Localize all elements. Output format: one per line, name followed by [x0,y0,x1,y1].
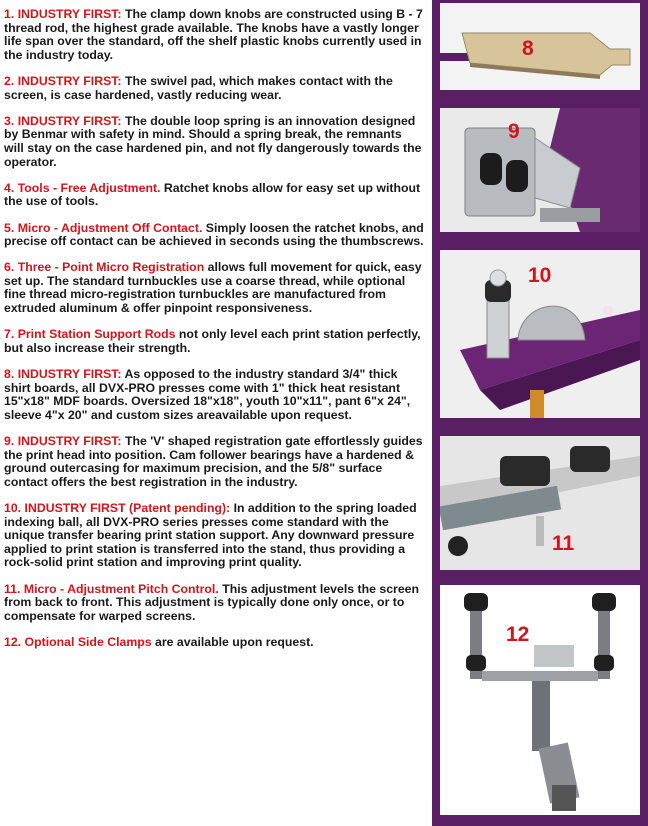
feature-description: are available upon request. [151,634,314,649]
shirt-board-illustration [440,3,640,90]
feature-description: In addition to the spring loaded indexing ball, all DVX-PRO series presses come standard with the unique transfer bearing print station support. Any downward pressure applied to print station is transferred into the stand, thus providing a rock-solid print station and improving print quality. [4,500,417,570]
feature-description: Simply loosen the ratchet knobs, and precise off contact can be achieved in seconds using the thumbscrews. [4,220,424,249]
feature-heading: INDUSTRY FIRST: [17,73,122,88]
feature-description: The clamp down knobs are constructed using B - 7 thread rod, the highest grade available. The knobs have a vastly longer life span over the standard, off the shelf plastic knobs currently used in the industry today. [4,7,423,62]
feature-description: Ratchet knobs allow for easy set up without the use of tools. [4,180,421,209]
feature-item-11 [4,583,424,624]
feature-heading: Optional Side Clamps [24,634,152,649]
photo-number: 9 [508,120,520,143]
feature-item-4 [4,182,424,209]
photo-number: 8 [522,37,534,60]
feature-description: not only level each print station perfectly, but also increase their strength. [4,327,421,355]
feature-description: The swivel pad, which makes contact with the screen, is case hardened, vastly reducing wear. [4,73,393,102]
photo-pitch-control [440,436,640,570]
feature-heading: INDUSTRY FIRST: [17,434,122,448]
feature-number: 11. [4,581,21,596]
feature-heading: INDUSTRY FIRST: [17,7,122,21]
feature-item-8 [4,368,424,422]
feature-number: 12. [4,634,22,649]
feature-number: 5. [4,220,15,235]
feature-number: 4. [4,180,15,195]
feature-heading: Micro - Adjustment Off Contact. [17,220,203,235]
feature-item-3 [4,115,424,169]
feature-number: 1. [4,7,15,21]
registration-gate-illustration [440,108,640,232]
feature-description: The 'V' shaped registration gate effortlessly guides the print head into position. Cam follower bearings have a hardened & ground outercasing for maximum precision, and the 5/8" surface contact offers the best registration in the industry. [4,434,423,489]
feature-item-6 [4,261,424,315]
feature-heading: Tools - Free Adjustment. [17,180,161,195]
feature-description: As opposed to the industry standard 3/4" thick shirt boards, all DVX-PRO presses come with 1" thick heat resistant 15"x18" MDF boards. Oversized 18"x18", youth 10"x11", pant 6"x 24", sleeve 4"x 20" and custom sizes areavailable upon request. [4,367,411,422]
feature-heading: INDUSTRY FIRST: [17,113,122,128]
feature-heading: Micro - Adjustment Pitch Control. [23,581,219,596]
feature-description: allows full movement for quick, easy set up. The standard turnbuckles use a coarse thread, while optional fine thread micro-registration turnbuckles are manufactured from extruded aluminum & offer pinpoint responsiveness. [4,260,422,316]
feature-item-10 [4,502,424,570]
feature-heading: INDUSTRY FIRST: [17,367,122,382]
feature-number: 2. [4,73,15,88]
photo-number: 11 [552,532,575,555]
feature-number: 10. [4,500,22,515]
feature-description: This adjustment levels the screen from back to front. This adjustment is typically done only once, or to compensate for warped screens. [4,581,420,623]
pitch-control-illustration [440,436,640,570]
feature-heading: Three - Point Micro Registration [17,260,205,275]
photo-side-clamps [440,585,640,815]
photo-number: 10 [528,264,552,287]
feature-item-5 [4,222,424,249]
side-clamps-illustration [440,585,640,815]
photo-number: 12 [506,623,530,646]
feature-number: 7. [4,327,15,342]
photo-registration-gate [440,108,640,232]
feature-item-2 [4,75,424,102]
feature-item-1 [4,8,424,62]
photo-shirt-board [440,3,640,90]
feature-item-12 [4,636,424,650]
feature-item-7 [4,328,424,355]
feature-number: 8. [4,367,15,382]
feature-description: The double loop spring is an innovation designed by Benmar with safety in mind. Should a spring break, the remnants will stay on the case hardened pin, and not fly dangerously towards the operator. [4,113,422,169]
feature-list [4,8,424,662]
feature-item-9 [4,435,424,489]
feature-number: 9. [4,434,15,448]
feature-heading: INDUSTRY FIRST (Patent pending): [24,500,231,515]
feature-number: 3. [4,113,15,128]
photo-indexing-ball [440,250,640,418]
feature-number: 6. [4,260,15,275]
feature-heading: Print Station Support Rods [17,327,176,342]
